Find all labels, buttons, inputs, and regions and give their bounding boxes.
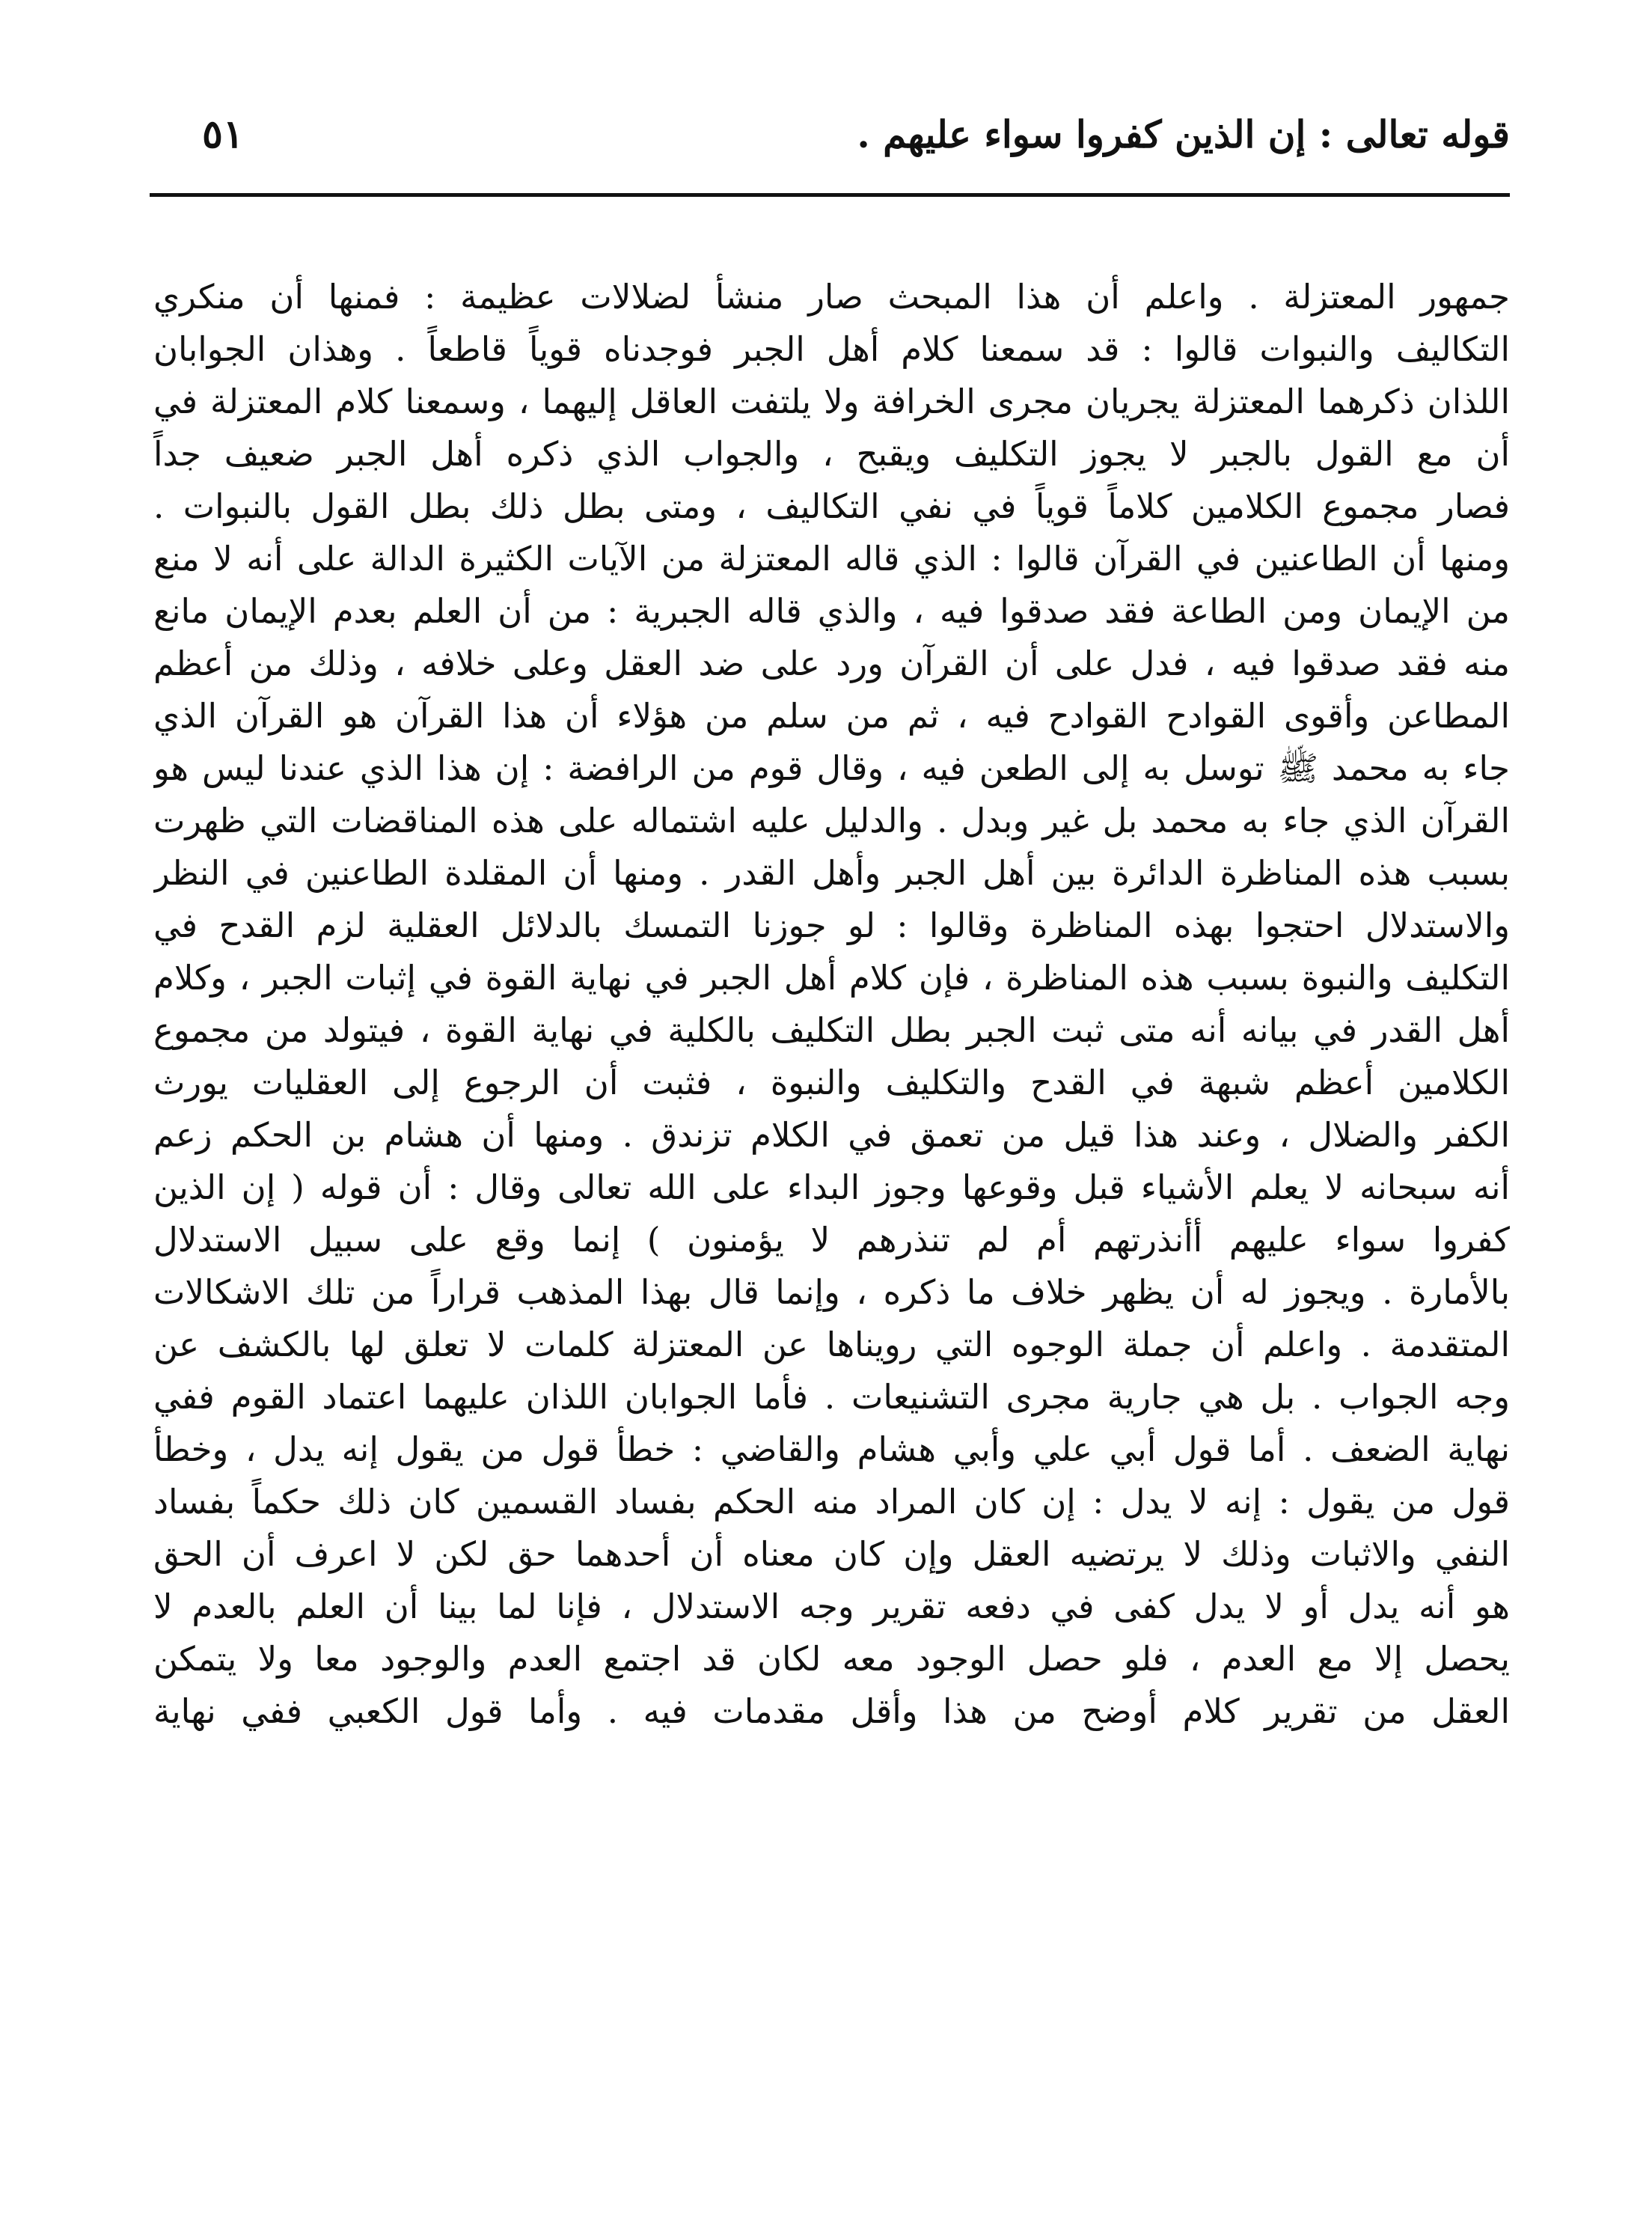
text-line: بالأمارة . ويجوز له أن يظهر خلاف ما ذكره ، وإنما قال بهذا المذهب قراراً من تلك الاشكالات xyxy=(153,1272,1510,1312)
text-line: الكفر والضلال ، وعند هذا قيل من تعمق في الكلام تزندق . ومنها أن هشام بن الحكم زعم xyxy=(153,1115,1510,1155)
header-divider xyxy=(150,193,1510,197)
text-line: المطاعن وأقوى القوادح القوادح فيه ، ثم من سلم من هؤلاء أن هذا القرآن هو القرآن الذي xyxy=(153,696,1510,736)
text-line: التكليف والنبوة بسبب هذه المناظرة ، فإن كلام أهل الجبر في نهاية القوة في إثبات الجبر ، وكلام xyxy=(153,958,1510,998)
text-line: ومنها أن الطاعنين في القرآن قالوا : الذي قاله المعتزلة من الآيات الكثيرة الدالة على أنه لا منع xyxy=(153,539,1510,579)
text-line: فصار مجموع الكلامين كلاماً قوياً في نفي التكاليف ، ومتى بطل ذلك بطل القول بالنبوات . xyxy=(153,486,1510,526)
text-line: النفي والاثبات وذلك لا يرتضيه العقل وإن كان معناه أن أحدهما حق لكن لا اعرف أن الحق xyxy=(153,1534,1510,1574)
text-line: التكاليف والنبوات قالوا : قد سمعنا كلام أهل الجبر فوجدناه قوياً قاطعاً . وهذان الجوابان xyxy=(153,329,1510,369)
text-line: القرآن الذي جاء به محمد بل غير وبدل . والدليل عليه اشتماله على هذه المناقضات التي ظهرت xyxy=(153,801,1510,840)
text-line: والاستدلال احتجوا بهذه المناظرة وقالوا : لو جوزنا التمسك بالدلائل العقلية لزم القدح في xyxy=(153,906,1510,945)
text-line: قول من يقول : إنه لا يدل : إن كان المراد منه الحكم بفساد القسمين كان ذلك حكماً بفساد xyxy=(153,1482,1510,1522)
text-line: العقل من تقرير كلام أوضح من هذا وأقل مقدمات فيه . وأما قول الكعبي ففي نهاية xyxy=(153,1691,1510,1731)
body-text xyxy=(153,271,1510,2157)
text-line: اللذان ذكرهما المعتزلة يجريان مجرى الخرافة ولا يلتفت العاقل إليهما ، وسمعنا كلام المعتزلة في xyxy=(153,382,1510,421)
text-line: يحصل إلا مع العدم ، فلو حصل الوجود معه لكان قد اجتمع العدم والوجود معا ولا يتمكن xyxy=(153,1639,1510,1679)
text-line: أن مع القول بالجبر لا يجوز التكليف ويقبح ، والجواب الذي ذكره أهل الجبر ضعيف جداً xyxy=(153,434,1510,474)
text-line: أهل القدر في بيانه أنه متى ثبت الجبر بطل التكليف بالكلية في نهاية القوة ، فيتولد من مجموع xyxy=(153,1010,1510,1050)
text-line: كفروا سواء عليهم أأنذرتهم أم لم تنذرهم لا يؤمنون ) إنما وقع على سبيل الاستدلال xyxy=(153,1220,1510,1260)
text-line: هو أنه يدل أو لا يدل كفى في دفعه تقرير وجه الاستدلال ، فإنا لما بينا أن العلم بالعدم لا xyxy=(153,1587,1510,1626)
text-line: بسبب هذه المناظرة الدائرة بين أهل الجبر وأهل القدر . ومنها أن المقلدة الطاعنين في النظر xyxy=(153,853,1510,893)
text-line: جمهور المعتزلة . واعلم أن هذا المبحث صار منشأ لضلالات عظيمة : فمنها أن منكري xyxy=(153,277,1510,317)
text-line: وجه الجواب . بل هي جارية مجرى التشنيعات . فأما الجوابان اللذان عليهما اعتماد القوم ففي xyxy=(153,1377,1510,1417)
text-line: أنه سبحانه لا يعلم الأشياء قبل وقوعها وجوز البداء على الله تعالى وقال : أن قوله ( إن الذين xyxy=(153,1168,1510,1207)
text-line: المتقدمة . واعلم أن جملة الوجوه التي رويناها عن المعتزلة كلمات لا تعلق لها بالكشف عن xyxy=(153,1325,1510,1364)
text-line: جاء به محمد ﷺ توسل به إلى الطعن فيه ، وقال قوم من الرافضة : إن هذا الذي عندنا ليس هو xyxy=(153,748,1510,788)
running-title: قوله تعالى : إن الذين كفروا سواء عليهم . xyxy=(857,112,1510,156)
text-line: نهاية الضعف . أما قول أبي علي وأبي هشام والقاضي : خطأ قول من يقول إنه يدل ، وخطأ xyxy=(153,1429,1510,1469)
text-line: الكلامين أعظم شبهة في القدح والتكليف والنبوة ، فثبت أن الرجوع إلى العقليات يورث xyxy=(153,1063,1510,1102)
text-line: من الإيمان ومن الطاعة فقد صدقوا فيه ، والذي قاله الجبرية : من أن العلم بعدم الإيمان مانع xyxy=(153,591,1510,631)
page-number: ٥١ xyxy=(202,112,244,157)
running-header xyxy=(150,105,1510,165)
text-line: منه فقد صدقوا فيه ، فدل على أن القرآن ورد على ضد العقل وعلى خلافه ، وذلك من أعظم xyxy=(153,644,1510,683)
